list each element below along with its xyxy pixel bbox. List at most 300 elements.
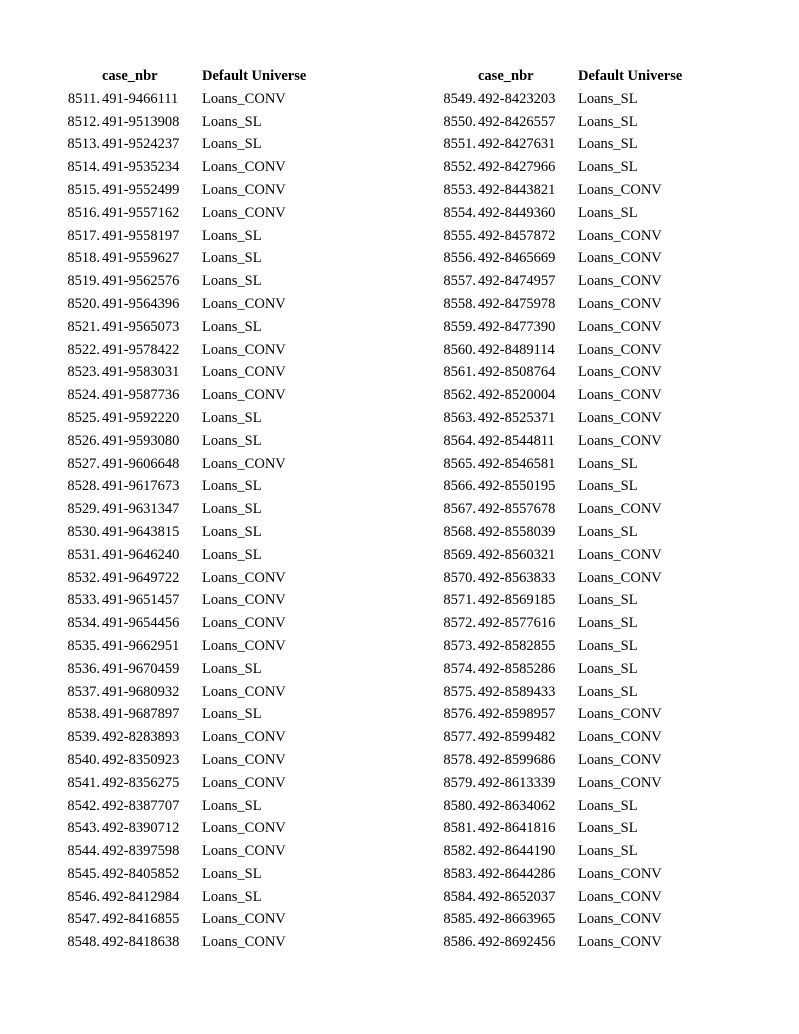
default-universe-cell: Loans_CONV bbox=[202, 569, 286, 586]
index-header bbox=[432, 65, 476, 88]
case-nbr-cell: 492-8599686 bbox=[478, 751, 556, 768]
default-universe-cell: Loans_SL bbox=[578, 797, 638, 814]
table-row bbox=[432, 681, 698, 704]
table-row bbox=[56, 247, 322, 270]
row-index: 8558. bbox=[443, 295, 476, 312]
default-universe-cell: Loans_SL bbox=[202, 888, 262, 905]
case-nbr-cell: 492-8585286 bbox=[478, 660, 556, 677]
case-nbr-cell: 492-8508764 bbox=[478, 364, 556, 381]
default-universe-cell: Loans_SL bbox=[202, 227, 262, 244]
case-nbr-cell: 492-8423203 bbox=[478, 90, 556, 107]
default-universe-cell: Loans_SL bbox=[202, 318, 262, 335]
table-row bbox=[432, 247, 698, 270]
table-row bbox=[56, 202, 322, 225]
default-universe-cell: Loans_SL bbox=[578, 90, 638, 107]
table-row bbox=[56, 225, 322, 248]
table-row bbox=[432, 589, 698, 612]
case-nbr-cell: 492-8427631 bbox=[478, 136, 556, 153]
row-index: 8565. bbox=[443, 455, 476, 472]
case-nbr-cell: 492-8582855 bbox=[478, 637, 556, 654]
table-row bbox=[56, 407, 322, 430]
case-nbr-cell: 491-9649722 bbox=[102, 569, 180, 586]
row-index: 8521. bbox=[67, 318, 100, 335]
default-universe-cell: Loans_CONV bbox=[202, 341, 286, 358]
case-nbr-cell: 492-8405852 bbox=[102, 865, 180, 882]
table-row bbox=[56, 111, 322, 134]
row-index: 8584. bbox=[443, 888, 476, 905]
row-index: 8543. bbox=[67, 820, 100, 837]
table-row bbox=[56, 453, 322, 476]
table-row bbox=[56, 635, 322, 658]
default-universe-cell: Loans_CONV bbox=[578, 865, 662, 882]
case-nbr-cell: 492-8283893 bbox=[102, 729, 180, 746]
case-nbr-cell: 492-8457872 bbox=[478, 227, 556, 244]
table-row bbox=[432, 316, 698, 339]
default-universe-cell: Loans_SL bbox=[202, 478, 262, 495]
case-nbr-cell: 492-8692456 bbox=[478, 934, 556, 951]
default-universe-cell: Loans_CONV bbox=[202, 820, 286, 837]
row-index: 8562. bbox=[443, 387, 476, 404]
table-row bbox=[432, 703, 698, 726]
default-universe-cell: Loans_CONV bbox=[578, 934, 662, 951]
case-nbr-cell: 492-8416855 bbox=[102, 911, 180, 928]
table-row bbox=[432, 225, 698, 248]
default-universe-cell: Loans_CONV bbox=[578, 706, 662, 723]
case-nbr-cell: 492-8412984 bbox=[102, 888, 180, 905]
header-row bbox=[432, 65, 698, 88]
table-row bbox=[56, 772, 322, 795]
row-index: 8574. bbox=[443, 660, 476, 677]
row-index: 8576. bbox=[443, 706, 476, 723]
row-index: 8557. bbox=[443, 273, 476, 290]
case-nbr-cell: 492-8598957 bbox=[478, 706, 556, 723]
case-nbr-cell: 492-8489114 bbox=[478, 341, 555, 358]
row-index: 8554. bbox=[443, 204, 476, 221]
row-index: 8530. bbox=[67, 523, 100, 540]
case-nbr-cell: 492-8634062 bbox=[478, 797, 556, 814]
row-index: 8533. bbox=[67, 592, 100, 609]
default-universe-cell: Loans_SL bbox=[202, 501, 262, 518]
row-index: 8566. bbox=[443, 478, 476, 495]
case-nbr-cell: 492-8449360 bbox=[478, 204, 556, 221]
table-row bbox=[432, 521, 698, 544]
default-universe-cell: Loans_CONV bbox=[578, 181, 662, 198]
table-row bbox=[56, 703, 322, 726]
case-nbr-cell: 491-9583031 bbox=[102, 364, 180, 381]
default-universe-cell: Loans_SL bbox=[202, 409, 262, 426]
table-row bbox=[56, 749, 322, 772]
default-universe-cell: Loans_CONV bbox=[202, 615, 286, 632]
index-header bbox=[56, 65, 100, 88]
default-universe-cell: Loans_SL bbox=[578, 843, 638, 860]
default-universe-cell: Loans_CONV bbox=[202, 934, 286, 951]
table-row bbox=[432, 453, 698, 476]
table-row bbox=[432, 544, 698, 567]
row-index: 8560. bbox=[443, 341, 476, 358]
case-nbr-cell: 492-8520004 bbox=[478, 387, 556, 404]
row-index: 8569. bbox=[443, 546, 476, 563]
row-index: 8520. bbox=[67, 295, 100, 312]
case-nbr-cell: 491-9646240 bbox=[102, 546, 180, 563]
case-nbr-cell: 491-9592220 bbox=[102, 409, 180, 426]
default-universe-cell: Loans_CONV bbox=[578, 364, 662, 381]
table-row bbox=[432, 863, 698, 886]
default-universe-cell: Loans_CONV bbox=[578, 250, 662, 267]
case-nbr-cell: 492-8465669 bbox=[478, 250, 556, 267]
row-index: 8538. bbox=[67, 706, 100, 723]
default-universe-cell: Loans_CONV bbox=[202, 843, 286, 860]
default-universe-cell: Loans_SL bbox=[202, 660, 262, 677]
default-universe-cell: Loans_CONV bbox=[202, 751, 286, 768]
case-nbr-cell: 492-8641816 bbox=[478, 820, 556, 837]
case-nbr-cell: 492-8577616 bbox=[478, 615, 556, 632]
default-universe-cell: Loans_CONV bbox=[578, 888, 662, 905]
row-index: 8577. bbox=[443, 729, 476, 746]
default-universe-cell: Loans_CONV bbox=[202, 181, 286, 198]
table-row bbox=[56, 795, 322, 818]
default-universe-cell: Loans_CONV bbox=[202, 364, 286, 381]
row-index: 8572. bbox=[443, 615, 476, 632]
default-universe-cell: Loans_CONV bbox=[578, 295, 662, 312]
row-index: 8523. bbox=[67, 364, 100, 381]
table-row bbox=[56, 886, 322, 909]
table-row bbox=[432, 179, 698, 202]
table-row bbox=[432, 339, 698, 362]
row-index: 8524. bbox=[67, 387, 100, 404]
table-row bbox=[56, 498, 322, 521]
table-row bbox=[56, 931, 322, 954]
case-nbr-cell: 492-8652037 bbox=[478, 888, 556, 905]
case-nbr-cell: 492-8356275 bbox=[102, 774, 180, 791]
right-listing bbox=[432, 65, 698, 954]
table-row bbox=[56, 612, 322, 635]
case-nbr-cell: 492-8427966 bbox=[478, 159, 556, 176]
default-universe-cell: Loans_SL bbox=[202, 113, 262, 130]
table-row bbox=[432, 772, 698, 795]
default-universe-cell: Loans_SL bbox=[578, 820, 638, 837]
case-nbr-cell: 491-9562576 bbox=[102, 273, 180, 290]
default-universe-cell: Loans_SL bbox=[578, 455, 638, 472]
default-universe-cell: Loans_CONV bbox=[578, 546, 662, 563]
case-nbr-cell: 492-8563833 bbox=[478, 569, 556, 586]
table-row bbox=[432, 430, 698, 453]
table-row bbox=[56, 156, 322, 179]
table-row bbox=[432, 635, 698, 658]
case-nbr-cell: 492-8644286 bbox=[478, 865, 556, 882]
default-universe-cell: Loans_CONV bbox=[202, 159, 286, 176]
table-row bbox=[432, 407, 698, 430]
table-row bbox=[56, 863, 322, 886]
case-nbr-cell: 492-8418638 bbox=[102, 934, 180, 951]
case-nbr-header: case_nbr bbox=[478, 68, 534, 84]
table-row bbox=[432, 658, 698, 681]
default-universe-cell: Loans_SL bbox=[578, 159, 638, 176]
table-row bbox=[432, 567, 698, 590]
table-row bbox=[432, 361, 698, 384]
case-nbr-cell: 491-9524237 bbox=[102, 136, 180, 153]
table-row bbox=[56, 567, 322, 590]
default-universe-cell: Loans_CONV bbox=[578, 774, 662, 791]
default-universe-cell: Loans_SL bbox=[202, 546, 262, 563]
default-universe-cell: Loans_SL bbox=[202, 273, 262, 290]
row-index: 8552. bbox=[443, 159, 476, 176]
default-universe-cell: Loans_SL bbox=[578, 637, 638, 654]
table-row bbox=[56, 88, 322, 111]
default-universe-cell: Loans_SL bbox=[578, 683, 638, 700]
case-nbr-cell: 491-9513908 bbox=[102, 113, 180, 130]
row-index: 8529. bbox=[67, 501, 100, 518]
row-index: 8548. bbox=[67, 934, 100, 951]
case-nbr-cell: 491-9643815 bbox=[102, 523, 180, 540]
row-index: 8539. bbox=[67, 729, 100, 746]
case-nbr-cell: 491-9565073 bbox=[102, 318, 180, 335]
case-nbr-header: case_nbr bbox=[102, 68, 158, 84]
default-universe-cell: Loans_CONV bbox=[202, 911, 286, 928]
row-index: 8526. bbox=[67, 432, 100, 449]
case-nbr-cell: 492-8390712 bbox=[102, 820, 180, 837]
row-index: 8578. bbox=[443, 751, 476, 768]
default-universe-cell: Loans_CONV bbox=[578, 569, 662, 586]
case-nbr-cell: 491-9606648 bbox=[102, 455, 180, 472]
row-index: 8532. bbox=[67, 569, 100, 586]
default-universe-cell: Loans_SL bbox=[202, 250, 262, 267]
header-row bbox=[56, 65, 322, 88]
case-nbr-cell: 492-8525371 bbox=[478, 409, 556, 426]
default-universe-cell: Loans_SL bbox=[578, 615, 638, 632]
row-index: 8585. bbox=[443, 911, 476, 928]
default-universe-cell: Loans_CONV bbox=[202, 90, 286, 107]
case-nbr-cell: 491-9558197 bbox=[102, 227, 180, 244]
row-index: 8518. bbox=[67, 250, 100, 267]
case-nbr-cell: 492-8475978 bbox=[478, 295, 556, 312]
table-row bbox=[432, 931, 698, 954]
row-index: 8516. bbox=[67, 204, 100, 221]
table-row bbox=[432, 202, 698, 225]
table-row bbox=[432, 293, 698, 316]
table-row bbox=[56, 908, 322, 931]
case-nbr-cell: 492-8589433 bbox=[478, 683, 556, 700]
row-index: 8513. bbox=[67, 136, 100, 153]
case-nbr-cell: 491-9654456 bbox=[102, 615, 180, 632]
table-row bbox=[56, 293, 322, 316]
default-universe-cell: Loans_SL bbox=[202, 523, 262, 540]
default-universe-header: Default Universe bbox=[202, 68, 307, 84]
row-index: 8517. bbox=[67, 227, 100, 244]
case-nbr-cell: 492-8560321 bbox=[478, 546, 556, 563]
row-index: 8541. bbox=[67, 774, 100, 791]
default-universe-cell: Loans_SL bbox=[578, 204, 638, 221]
case-nbr-cell: 491-9535234 bbox=[102, 159, 180, 176]
default-universe-cell: Loans_CONV bbox=[202, 295, 286, 312]
case-nbr-cell: 491-9670459 bbox=[102, 660, 180, 677]
row-index: 8531. bbox=[67, 546, 100, 563]
case-nbr-cell: 491-9557162 bbox=[102, 204, 180, 221]
case-nbr-cell: 491-9552499 bbox=[102, 181, 180, 198]
case-nbr-cell: 491-9578422 bbox=[102, 341, 180, 358]
row-index: 8515. bbox=[67, 181, 100, 198]
table-row bbox=[56, 726, 322, 749]
row-index: 8544. bbox=[67, 843, 100, 860]
table-row bbox=[56, 179, 322, 202]
table-row bbox=[432, 840, 698, 863]
case-nbr-cell: 491-9559627 bbox=[102, 250, 180, 267]
case-nbr-cell: 492-8477390 bbox=[478, 318, 556, 335]
case-nbr-cell: 492-8474957 bbox=[478, 273, 556, 290]
case-nbr-cell: 491-9466111 bbox=[102, 90, 179, 107]
row-index: 8570. bbox=[443, 569, 476, 586]
right-table bbox=[432, 65, 698, 954]
default-universe-cell: Loans_SL bbox=[578, 660, 638, 677]
case-nbr-cell: 491-9687897 bbox=[102, 706, 180, 723]
case-nbr-cell: 491-9651457 bbox=[102, 592, 180, 609]
case-nbr-cell: 491-9587736 bbox=[102, 387, 180, 404]
default-universe-cell: Loans_CONV bbox=[202, 683, 286, 700]
table-row bbox=[432, 111, 698, 134]
table-row bbox=[56, 361, 322, 384]
case-nbr-cell: 491-9662951 bbox=[102, 637, 180, 654]
table-row bbox=[56, 270, 322, 293]
default-universe-cell: Loans_CONV bbox=[202, 204, 286, 221]
case-nbr-cell: 492-8350923 bbox=[102, 751, 180, 768]
case-nbr-cell: 492-8426557 bbox=[478, 113, 556, 130]
row-index: 8535. bbox=[67, 637, 100, 654]
row-index: 8534. bbox=[67, 615, 100, 632]
table-row bbox=[432, 749, 698, 772]
row-index: 8546. bbox=[67, 888, 100, 905]
table-row bbox=[432, 886, 698, 909]
table-row bbox=[432, 133, 698, 156]
table-row bbox=[432, 498, 698, 521]
default-universe-cell: Loans_CONV bbox=[578, 409, 662, 426]
table-row bbox=[56, 817, 322, 840]
default-universe-cell: Loans_CONV bbox=[578, 341, 662, 358]
row-index: 8514. bbox=[67, 159, 100, 176]
row-index: 8519. bbox=[67, 273, 100, 290]
row-index: 8551. bbox=[443, 136, 476, 153]
default-universe-cell: Loans_SL bbox=[202, 865, 262, 882]
left-listing bbox=[56, 65, 322, 954]
table-row bbox=[432, 384, 698, 407]
default-universe-cell: Loans_CONV bbox=[578, 227, 662, 244]
table-row bbox=[432, 817, 698, 840]
row-index: 8522. bbox=[67, 341, 100, 358]
case-nbr-cell: 492-8546581 bbox=[478, 455, 556, 472]
default-universe-cell: Loans_SL bbox=[578, 136, 638, 153]
case-nbr-cell: 492-8443821 bbox=[478, 181, 556, 198]
default-universe-cell: Loans_CONV bbox=[202, 455, 286, 472]
default-universe-cell: Loans_SL bbox=[578, 592, 638, 609]
case-nbr-cell: 492-8644190 bbox=[478, 843, 556, 860]
row-index: 8559. bbox=[443, 318, 476, 335]
table-row bbox=[56, 316, 322, 339]
default-universe-cell: Loans_SL bbox=[202, 136, 262, 153]
table-row bbox=[56, 544, 322, 567]
case-nbr-cell: 492-8599482 bbox=[478, 729, 556, 746]
row-index: 8527. bbox=[67, 455, 100, 472]
row-index: 8542. bbox=[67, 797, 100, 814]
default-universe-cell: Loans_SL bbox=[578, 523, 638, 540]
row-index: 8528. bbox=[67, 478, 100, 495]
row-index: 8545. bbox=[67, 865, 100, 882]
table-row bbox=[56, 339, 322, 362]
row-index: 8561. bbox=[443, 364, 476, 381]
default-universe-cell: Loans_CONV bbox=[202, 729, 286, 746]
case-nbr-cell: 492-8387707 bbox=[102, 797, 180, 814]
table-row bbox=[56, 430, 322, 453]
default-universe-cell: Loans_CONV bbox=[578, 501, 662, 518]
case-nbr-cell: 492-8558039 bbox=[478, 523, 556, 540]
row-index: 8582. bbox=[443, 843, 476, 860]
case-nbr-cell: 491-9631347 bbox=[102, 501, 180, 518]
row-index: 8580. bbox=[443, 797, 476, 814]
default-universe-cell: Loans_CONV bbox=[578, 387, 662, 404]
table-row bbox=[56, 521, 322, 544]
table-row bbox=[56, 133, 322, 156]
row-index: 8564. bbox=[443, 432, 476, 449]
row-index: 8536. bbox=[67, 660, 100, 677]
row-index: 8563. bbox=[443, 409, 476, 426]
case-nbr-cell: 492-8397598 bbox=[102, 843, 180, 860]
row-index: 8547. bbox=[67, 911, 100, 928]
case-nbr-cell: 491-9617673 bbox=[102, 478, 180, 495]
table-row bbox=[432, 908, 698, 931]
table-row bbox=[432, 475, 698, 498]
table-row bbox=[432, 612, 698, 635]
default-universe-cell: Loans_SL bbox=[202, 432, 262, 449]
table-row bbox=[56, 475, 322, 498]
default-universe-cell: Loans_CONV bbox=[202, 637, 286, 654]
default-universe-cell: Loans_CONV bbox=[202, 774, 286, 791]
case-nbr-cell: 492-8569185 bbox=[478, 592, 556, 609]
table-row bbox=[432, 795, 698, 818]
table-row bbox=[56, 658, 322, 681]
left-table bbox=[56, 65, 322, 954]
default-universe-cell: Loans_SL bbox=[202, 706, 262, 723]
table-row bbox=[432, 726, 698, 749]
row-index: 8555. bbox=[443, 227, 476, 244]
case-nbr-cell: 491-9680932 bbox=[102, 683, 180, 700]
default-universe-header: Default Universe bbox=[578, 68, 683, 84]
row-index: 8586. bbox=[443, 934, 476, 951]
case-nbr-cell: 492-8544811 bbox=[478, 432, 555, 449]
table-row bbox=[56, 681, 322, 704]
row-index: 8511. bbox=[67, 90, 100, 107]
row-index: 8571. bbox=[443, 592, 476, 609]
table-row bbox=[432, 270, 698, 293]
default-universe-cell: Loans_CONV bbox=[578, 911, 662, 928]
case-nbr-cell: 492-8663965 bbox=[478, 911, 556, 928]
row-index: 8540. bbox=[67, 751, 100, 768]
row-index: 8568. bbox=[443, 523, 476, 540]
row-index: 8583. bbox=[443, 865, 476, 882]
case-nbr-cell: 492-8557678 bbox=[478, 501, 556, 518]
default-universe-cell: Loans_CONV bbox=[202, 592, 286, 609]
left-table-body bbox=[56, 88, 322, 954]
case-nbr-cell: 492-8550195 bbox=[478, 478, 556, 495]
default-universe-cell: Loans_CONV bbox=[578, 432, 662, 449]
default-universe-cell: Loans_SL bbox=[578, 113, 638, 130]
default-universe-cell: Loans_CONV bbox=[578, 273, 662, 290]
row-index: 8512. bbox=[67, 113, 100, 130]
row-index: 8549. bbox=[443, 90, 476, 107]
default-universe-cell: Loans_CONV bbox=[578, 729, 662, 746]
default-universe-cell: Loans_CONV bbox=[578, 751, 662, 768]
row-index: 8579. bbox=[443, 774, 476, 791]
right-table-body bbox=[432, 88, 698, 954]
case-nbr-cell: 491-9564396 bbox=[102, 295, 180, 312]
row-index: 8567. bbox=[443, 501, 476, 518]
table-row bbox=[432, 88, 698, 111]
